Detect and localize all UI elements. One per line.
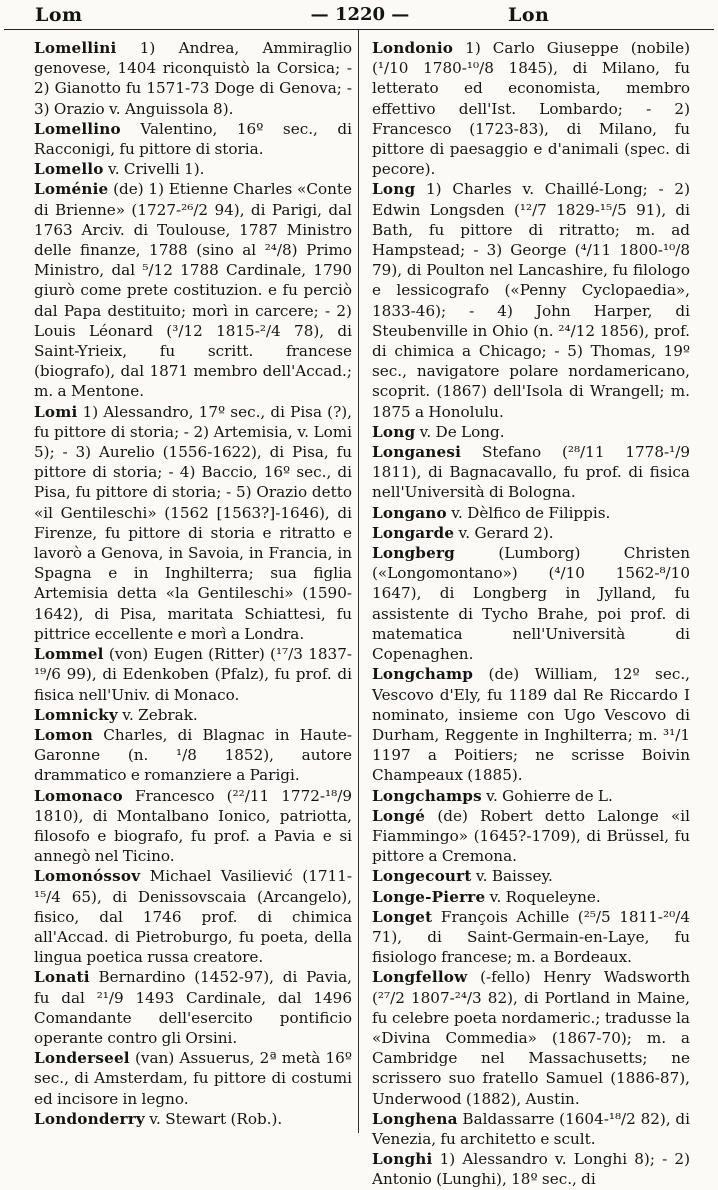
entry-text: v. De Long. xyxy=(415,422,505,441)
entry-headword: Long xyxy=(372,422,416,441)
entry-headword: Longe-Pierre xyxy=(372,887,486,906)
entry-headword: Londonderry xyxy=(34,1109,145,1128)
dictionary-entry xyxy=(372,503,690,523)
left-column xyxy=(34,38,352,1129)
entry-text: (Lumborg) Christen («Longomontano») (⁴/10 1562-⁸/10 1647), di Longberg in Jylland, fu assistente di Tycho Brahe, poi prof. di matematica nell'Università di Copenaghen. xyxy=(372,544,690,664)
entry-headword: Longhena xyxy=(372,1109,458,1128)
entry-headword: Longfellow xyxy=(372,968,468,987)
entry-headword: Lomi xyxy=(34,402,78,421)
entry-headword: Longchamp xyxy=(372,665,474,684)
right-column xyxy=(372,38,690,1190)
entry-headword: Lomnicky xyxy=(34,705,118,724)
entry-text: v. Zebrak. xyxy=(117,705,198,724)
entry-headword: Longet xyxy=(372,907,433,926)
entry-text: v. Crivelli 1). xyxy=(103,160,205,179)
entry-headword: Lomonaco xyxy=(34,786,123,805)
entry-headword: Lomellino xyxy=(34,119,121,138)
dictionary-entry xyxy=(372,806,690,867)
header-rule xyxy=(4,29,714,30)
running-head-left: Lom xyxy=(35,4,83,26)
entry-text: 1) Alessandro v. Longhi 8); - 2) Antonio (Lunghi), 18º sec., di xyxy=(372,1150,690,1189)
entry-headword: Londonio xyxy=(372,39,454,57)
dictionary-entry xyxy=(372,1149,690,1189)
entry-text: (van) Assuerus, 2ª metà 16º sec., di Amsterdam, fu pittore di costumi ed incisore in legno. xyxy=(34,1049,352,1108)
entry-headword: Longanesi xyxy=(372,443,462,462)
column-divider xyxy=(358,30,359,1133)
dictionary-entry xyxy=(372,523,690,543)
entry-text: v. Dèlfico de Filippis. xyxy=(446,503,611,522)
entry-headword: Londerseel xyxy=(34,1049,130,1068)
dictionary-entry xyxy=(372,1109,690,1149)
entry-headword: Loménie xyxy=(34,180,109,199)
entry-text: 1) Carlo Giuseppe (nobile) (¹/10 1780-¹⁰/8 1845), di Milano, fu letterato ed economista, membro effettivo dell'Ist. Lombardo; - 2) Francesco (1723-83), di Milano, fu pittore di paesaggio e d'animali (spec. di pecore). xyxy=(372,39,690,179)
dictionary-entry xyxy=(34,967,352,1048)
dictionary-entry xyxy=(34,1048,352,1109)
entry-text: Charles, di Blagnac in Haute-Garonne (n. ¹/8 1852), autore drammatico e romanziere a Parigi. xyxy=(34,725,352,785)
entry-headword: Lomello xyxy=(34,160,104,179)
entry-headword: Lomonóssov xyxy=(34,867,141,886)
dictionary-entry xyxy=(34,402,352,644)
entry-text: Stefano (²⁸/11 1778-¹/9 1811), di Bagnacavallo, fu prof. di fisica nell'Università di Bologna. xyxy=(372,443,690,502)
dictionary-entry xyxy=(372,38,690,179)
entry-text: (de) 1) Etienne Charles «Conte di Brienne» (1727-²⁶/2 94), di Parigi, dal 1763 Arciv. di Toulouse, 1787 Ministro delle finanze, 1788 (sino al ²⁴/8) Primo Ministro, dal ⁵/12 1788 Cardinale, 1790 giurò come prete costituzion. e fu perciò dal Papa destituito; morì in carcere; - 2) Louis Léonard (³/12 1815-²/4 78), di Saint-Yrieix, fu scritt. francese (biografo), dal 1871 membro dell'Accad.; m. a Mentone. xyxy=(34,180,352,401)
entry-text: Francesco (²²/11 1772-¹⁸/9 1810), di Montalbano Ionico, patriotta, filosofo e biografo, fu prof. a Pavia e si annegò nel Ticino. xyxy=(34,786,352,866)
entry-text: François Achille (²⁵/5 1811-²⁰/4 71), di Saint-Germain-en-Laye, fu fisiologo francese; m. a Bordeaux. xyxy=(372,907,690,967)
dictionary-entry xyxy=(372,887,690,907)
dictionary-entry xyxy=(34,1109,352,1129)
running-head-right: Lon xyxy=(508,4,550,26)
dictionary-entry xyxy=(372,442,690,503)
entry-text: 1) Alessandro, 17º sec., di Pisa (?), fu pittore di storia; - 2) Artemisia, v. Lomi 5); - 3) Aurelio (1556-1622), di Pisa, fu pittore di storia; - 4) Baccio, 16º sec., di Pisa, fu pittore di storia; - 5) Orazio detto «il Gentileschi» (1562 [1563?]-1646), di Firenze, fu pittore di storia e ritratto e lavorò a Genova, in Savoia, in Francia, in Spagna e in Inghilterra; sua figlia Artemisia detta «la Gentileschi» (1590-1642), di Pisa, maritata Schiattesi, fu pittrice eccellente e morì a Londra. xyxy=(34,402,352,643)
entry-text: v. Gohierre de L. xyxy=(481,786,613,805)
dictionary-entry xyxy=(34,786,352,867)
dictionary-entry xyxy=(372,422,690,442)
entry-text: Bernardino (1452-97), di Pavia, fu dal ²¹/9 1493 Cardinale, dal 1496 Comandante dell'esercito pontificio operante contro gli Orsini. xyxy=(34,968,352,1047)
entry-headword: Longarde xyxy=(372,523,455,542)
entry-text: (de) Robert detto Lalonge «il Fiammingo» (1645?-1709), di Brüssel, fu pittore a Cremona. xyxy=(372,806,690,866)
entry-headword: Longchamps xyxy=(372,786,482,805)
dictionary-entry xyxy=(34,119,352,159)
page-number: — 1220 — xyxy=(310,4,410,25)
dictionary-entry xyxy=(372,786,690,806)
entry-text: v. Baissey. xyxy=(471,867,553,886)
dictionary-entry xyxy=(372,967,690,1108)
dictionary-entry xyxy=(372,907,690,968)
entry-text: (de) William, 12º sec., Vescovo d'Ely, fu 1189 dal Re Riccardo I nominato, insieme con Ugo Vescovo di Durham, Reggente in Inghilterra; m. ³¹/1 1197 a Poitiers; ne scrisse Boivin Champeaux (1885). xyxy=(372,665,690,785)
entry-text: v. Roqueleyne. xyxy=(485,887,601,906)
dictionary-entry xyxy=(34,705,352,725)
entry-text: Michael Vasiliević (1711-¹⁵/4 65), di Denissovscaia (Arcangelo), fisico, dal 1746 prof. di chimica all'Accad. di Pietroburgo, fu poeta, della lingua poetica russa creatore. xyxy=(34,867,352,967)
entry-headword: Lonati xyxy=(34,968,90,987)
dictionary-entry xyxy=(34,38,352,119)
entry-headword: Longé xyxy=(372,806,426,825)
entry-text: Valentino, 16º sec., di Racconigi, fu pittore di storia. xyxy=(34,119,352,159)
entry-headword: Longberg xyxy=(372,544,455,563)
entry-text: v. Gerard 2). xyxy=(454,523,554,542)
entry-text: 1) Andrea, Ammiraglio genovese, 1404 riconquistò la Corsica; - 2) Gianotto fu 1571-73 Doge di Genova; - 3) Orazio v. Anguissola 8). xyxy=(34,39,352,118)
dictionary-entry xyxy=(34,644,352,705)
entry-headword: Lomellini xyxy=(34,39,117,57)
dictionary-entry xyxy=(34,866,352,967)
dictionary-entry xyxy=(34,159,352,179)
entry-headword: Longecourt xyxy=(372,867,472,886)
dictionary-entry xyxy=(34,179,352,401)
dictionary-entry xyxy=(34,725,352,786)
entry-text: (-fello) Henry Wadsworth (²⁷/2 1807-²⁴/3 82), di Portland in Maine, fu celebre poeta nordameric.; tradusse la «Divina Commedia» (1867-70); m. a Cambridge nel Massachusetts; ne scrissero suo fratello Samuel (1886-87), Underwood (1882), Austin. xyxy=(372,968,690,1108)
dictionary-entry xyxy=(372,543,690,664)
entry-headword: Lomon xyxy=(34,725,94,744)
entry-headword: Long xyxy=(372,180,416,199)
dictionary-entry xyxy=(372,664,690,785)
entry-headword: Lommel xyxy=(34,645,104,664)
dictionary-entry xyxy=(372,866,690,886)
entry-text: (von) Eugen (Ritter) (¹⁷/3 1837-¹⁹/6 99), di Edenkoben (Pfalz), fu prof. di fisica nell'Univ. di Monaco. xyxy=(34,645,352,704)
entry-text: Baldassarre (1604-¹⁸/2 82), di Venezia, fu architetto e scult. xyxy=(372,1109,690,1148)
entry-text: 1) Charles v. Chaillé-Long; - 2) Edwin Longsden (¹²/7 1829-¹⁵/5 91), di Bath, fu pittore di ritratto; m. ad Hampstead; - 3) George (⁴/11 1800-¹⁰/8 79), di Poulton nel Lancashire, fu filologo e lessicografo («Penny Cyclopaedia», 1833-46); - 4) John Harper, di Steubenville in Ohio (n. ²⁴/12 1856), prof. di chimica a Chicago; - 5) Thomas, 19º sec., navigatore polare nordamericano, scoprit. (1867) dell'Isola di Wrangell; m. 1875 a Honolulu. xyxy=(372,180,690,421)
entry-headword: Longano xyxy=(372,503,447,522)
dictionary-entry xyxy=(372,179,690,421)
entry-headword: Longhi xyxy=(372,1150,433,1169)
entry-text: v. Stewart (Rob.). xyxy=(144,1109,283,1128)
